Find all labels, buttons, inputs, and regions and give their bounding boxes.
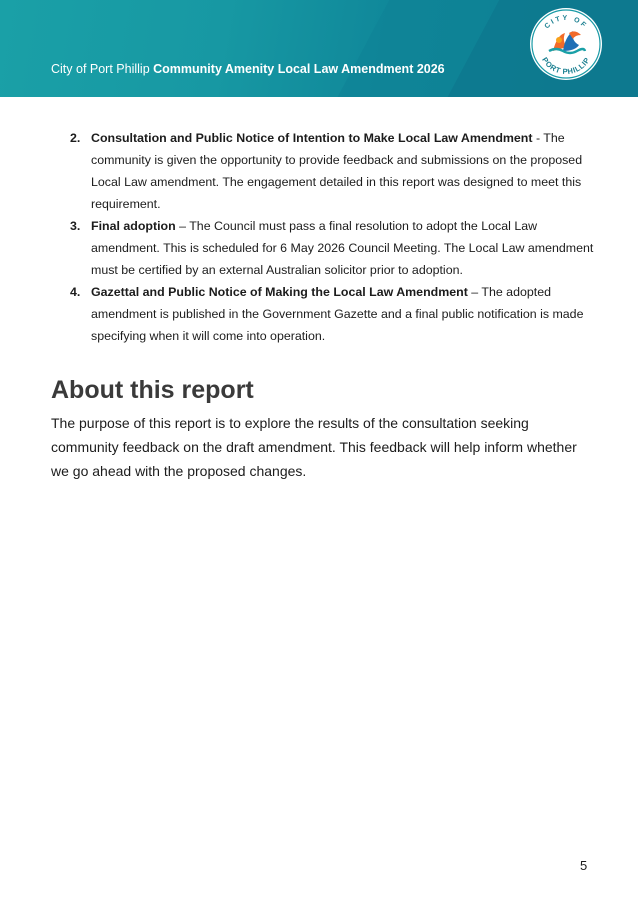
step-title: Gazettal and Public Notice of Making the Local Law Amendment: [91, 285, 468, 299]
city-of-port-phillip-logo: [529, 7, 603, 81]
step-number: 4.: [70, 285, 81, 299]
section-body: The purpose of this report is to explore the results of the consultation seeking community feedback on the draft amendment. This feedback will help inform whether we go ahead with the proposed changes.: [51, 415, 577, 479]
step-separator: –: [175, 219, 190, 233]
page-content: [51, 127, 596, 483]
step-number: 2.: [70, 131, 81, 145]
step-text: The adopted amendment is published in the Government Gazette and a final public notification is made specifying when it will come into operation.: [91, 285, 584, 343]
list-item: [51, 281, 596, 347]
step-number: 3.: [70, 219, 81, 233]
step-separator: –: [467, 285, 482, 299]
step-separator: -: [532, 131, 544, 145]
step-text: The community is given the opportunity to provide feedback and submissions on the proposed Local Law amendment. The engagement detailed in this report was designed to meet this requirement.: [91, 131, 583, 211]
section-heading: About this report: [51, 376, 254, 404]
header-doc-title: Community Amenity Local Law Amendment 2026: [153, 62, 445, 76]
step-text: The Council must pass a final resolution to adopt the Local Law amendment. This is scheduled for 6 May 2026 Council Meeting. The Local Law amendment must be certified by an external Australian solicitor prior to adoption.: [91, 219, 594, 277]
header-org-prefix: City of Port Phillip: [51, 62, 150, 76]
page-number: 5: [580, 858, 588, 873]
step-title: Final adoption: [91, 219, 176, 233]
step-title: Consultation and Public Notice of Intention to Make Local Law Amendment: [91, 131, 533, 145]
list-item: [51, 215, 596, 281]
header-title: [51, 62, 445, 76]
list-item: [51, 127, 596, 215]
logo-ring-text: CITY OF: [543, 14, 589, 31]
process-steps-list: [51, 127, 596, 347]
logo-name-text: PORT PHILLIP: [540, 55, 592, 77]
page-header: [0, 0, 638, 97]
